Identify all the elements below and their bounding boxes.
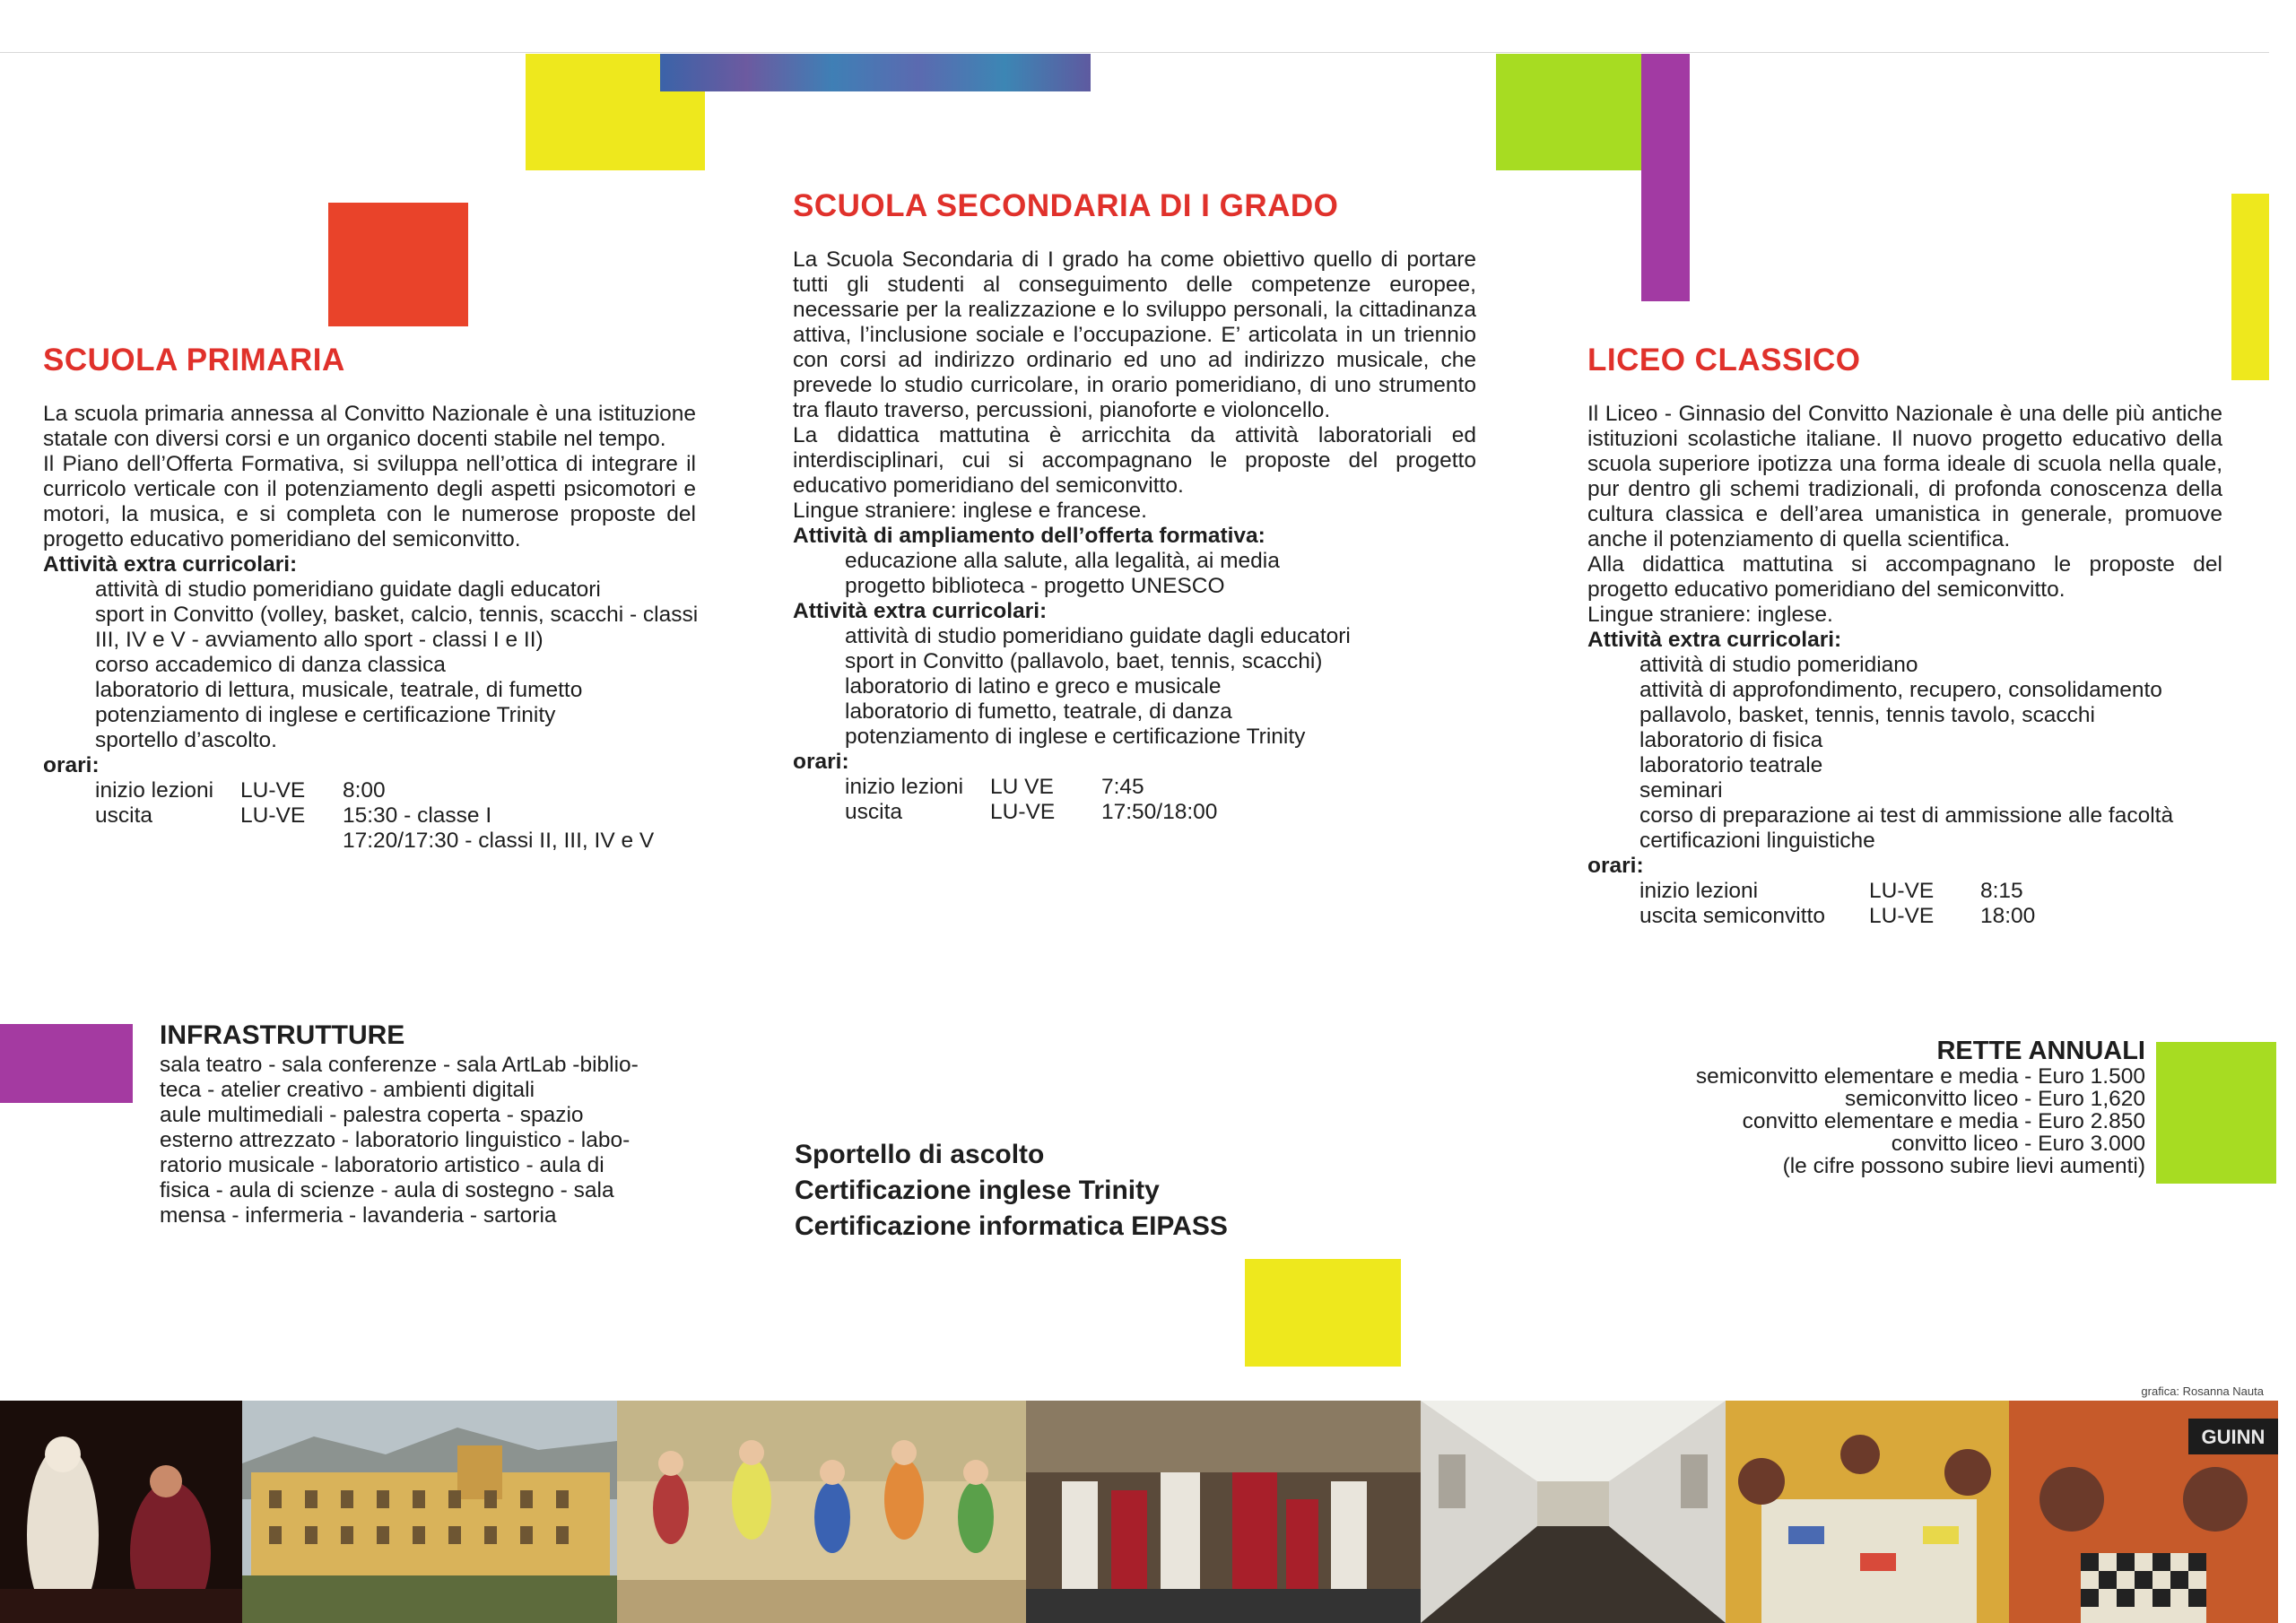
photo-strip	[0, 1401, 2278, 1623]
list-item: semiconvitto elementare e media - Euro 1.500	[1695, 1064, 2145, 1089]
rette-title: RETTE ANNUALI	[1936, 1037, 2145, 1065]
orange-block	[328, 203, 468, 326]
orari-row	[95, 829, 696, 854]
secondaria-extra-heading: Attività extra curricolari:	[793, 599, 1048, 623]
orari-label: uscita	[95, 803, 153, 828]
liceo-title: LICEO CLASSICO	[1587, 343, 1861, 378]
yellow-bar-right	[2231, 194, 2269, 380]
list-item: attività di studio pomeridiano guidate dagli educatori	[95, 577, 601, 602]
photo-living-chess	[1026, 1401, 1421, 1623]
primaria-piano: Il Piano dell’Offerta Formativa, si sviluppa nell’ottica di integrare il curricolo verticale con il potenziamento degli aspetti psicomotori e motori, la musica, e si completa con le numerose proposte del progetto educativo pomeridiano del semiconvitto.	[43, 452, 696, 551]
orari-label: inizio lezioni	[1639, 879, 1759, 903]
orari-row	[845, 800, 1476, 825]
primaria-orari-table	[43, 778, 696, 854]
orari-label	[95, 829, 240, 854]
orari-label: uscita semiconvitto	[1639, 904, 1825, 928]
list-item: sport in Convitto (volley, basket, calcio, tennis, scacchi - classi III, IV e V - avviamento allo sport - classi I e II)	[95, 603, 699, 652]
secondaria-orari-table	[793, 775, 1476, 825]
green-block-right	[2156, 1042, 2276, 1184]
infrastrutture-list	[160, 1053, 734, 1228]
list-item: sala teatro - sala conferenze - sala ArtLab -biblio-	[160, 1053, 639, 1077]
list-item: esterno attrezzato - laboratorio linguistico - labo-	[160, 1128, 631, 1152]
list-item: mensa - infermeria - lavanderia - sartoria	[160, 1203, 557, 1228]
secondaria-intro: La Scuola Secondaria di I grado ha come obiettivo quello di portare tutti gli studenti al conseguimento delle competenze europee, necessarie per la realizzazione e lo sviluppo personali, la cittadinanza attiva, l’inclusione sociale e l’occupazione. E’ articolata in un triennio con corsi ad indirizzo ordinario ed uno ad indirizzo musicale, che prevede lo studio curricolare, in orario pomeridiano, di uno strumento tra flauto traverso, percussioni, pianoforte e violoncello.	[793, 247, 1476, 422]
orari-days: LU-VE	[1869, 904, 1935, 928]
list-item: certificazioni linguistiche	[1639, 829, 1875, 853]
primaria-intro: La scuola primaria annessa al Convitto Nazionale è una istituzione statale con diversi corsi e un organico docenti stabile nel tempo.	[43, 402, 696, 451]
secondaria-orari-heading: orari:	[793, 750, 849, 774]
liceo-text	[1587, 402, 2222, 929]
primaria-extra-heading: Attività extra curricolari:	[43, 552, 298, 577]
list-item: Certificazione informatica EIPASS	[795, 1211, 1228, 1241]
purple-bar-top-right	[1641, 54, 1690, 301]
list-item: educazione alla salute, alla legalità, ai media	[845, 549, 1280, 573]
orari-label: inizio lezioni	[95, 778, 214, 803]
photo-craft-class	[1726, 1401, 2009, 1623]
gradient-strip-top	[660, 54, 1091, 91]
list-item: pallavolo, basket, tennis, tennis tavolo, scacchi	[1639, 703, 2095, 727]
liceo-orari-heading: orari:	[1587, 854, 1644, 878]
infrastrutture-title: INFRASTRUTTURE	[160, 1020, 405, 1050]
orari-time: 15:30 - classe I	[343, 803, 492, 828]
list-item: progetto biblioteca - progetto UNESCO	[845, 574, 1225, 598]
list-item: ratorio musicale - laboratorio artistico - aula di	[160, 1153, 604, 1177]
top-rule	[0, 52, 2269, 53]
orari-row	[1639, 904, 2222, 929]
magenta-block-left	[0, 1024, 133, 1103]
orari-days: LU-VE	[240, 803, 306, 828]
list-item: sport in Convitto (pallavolo, baet, tennis, scacchi)	[845, 649, 1323, 673]
list-item: sportello d’ascolto.	[95, 728, 277, 752]
list-item: potenziamento di inglese e certificazione Trinity	[95, 703, 556, 727]
list-item: corso accademico di danza classica	[95, 653, 446, 677]
orari-time: 8:15	[1980, 879, 2023, 903]
list-item: fisica - aula di scienze - aula di sostegno - sala	[160, 1178, 614, 1202]
orari-days	[240, 829, 343, 854]
list-item: laboratorio di lettura, musicale, teatrale, di fumetto	[95, 678, 583, 702]
servizi-list	[795, 1137, 1228, 1245]
list-item: attività di studio pomeridiano guidate dagli educatori	[845, 624, 1351, 648]
orari-days: LU-VE	[990, 800, 1056, 824]
liceo-lingue: Lingue straniere: inglese.	[1587, 603, 1833, 627]
orari-time: 7:45	[1101, 775, 1144, 799]
secondaria-extra-list	[793, 624, 1476, 750]
liceo-intro: Il Liceo - Ginnasio del Convitto Nazionale è una delle più antiche istituzioni scolastiche italiane. Il nuovo progetto educativo della scuola superiore ipotizza una forma ideale di scuola nella quale, pur dentro gli schemi tradizionali, di profonda conoscenza della cultura classica e dell’area umanistica in generale, promuove anche il potenziamento di quella scientifica.	[1587, 402, 2222, 551]
list-item: attività di approfondimento, recupero, consolidamento	[1639, 678, 2162, 702]
yellow-block-bottom	[1245, 1259, 1401, 1367]
orari-row	[1639, 879, 2222, 904]
orari-time: 17:50/18:00	[1101, 800, 1218, 824]
orari-row	[95, 803, 696, 829]
photo-theatre	[0, 1401, 242, 1623]
orari-label: inizio lezioni	[845, 775, 964, 799]
orari-time: 8:00	[343, 778, 386, 803]
photo-sign-text: GUINN	[2201, 1426, 2266, 1448]
list-item: attività di studio pomeridiano	[1639, 653, 1918, 677]
list-item: Sportello di ascolto	[795, 1140, 1045, 1169]
list-item: convitto liceo - Euro 3.000	[1891, 1132, 2145, 1156]
primaria-extra-list	[43, 577, 699, 753]
rette-list	[1696, 1065, 2145, 1177]
primaria-text	[43, 402, 699, 854]
list-item: teca - atelier creativo - ambienti digitali	[160, 1078, 535, 1102]
liceo-extra-heading: Attività extra curricolari:	[1587, 628, 1842, 652]
liceo-didattica: Alla didattica mattutina si accompagnano le proposte del progetto educativo pomeridiano del semiconvitto.	[1587, 552, 2222, 602]
primaria-orari-heading: orari:	[43, 753, 100, 777]
photo-building	[242, 1401, 617, 1623]
list-item: convitto elementare e media - Euro 2.850	[1742, 1109, 2145, 1133]
orari-days: LU-VE	[240, 778, 306, 803]
secondaria-didattica: La didattica mattutina è arricchita da attività laboratoriali ed interdisciplinari, cui si accompagnano le proposte del progetto educativo pomeridiano del semiconvitto.	[793, 423, 1476, 498]
list-item: corso di preparazione ai test di ammissione alle facoltà	[1639, 803, 2174, 828]
list-item: Certificazione inglese Trinity	[795, 1176, 1160, 1205]
liceo-extra-list	[1587, 653, 2222, 854]
photo-dance-children	[617, 1401, 1026, 1623]
list-item: laboratorio di latino e greco e musicale	[845, 674, 1222, 699]
list-item: semiconvitto liceo - Euro 1,620	[1845, 1087, 2145, 1111]
orari-days: LU VE	[990, 775, 1054, 799]
orari-label: uscita	[845, 800, 903, 824]
liceo-orari-table	[1587, 879, 2222, 929]
orari-days: LU-VE	[1869, 879, 1935, 903]
secondaria-ampliamento-heading: Attività di ampliamento dell’offerta formativa:	[793, 524, 1265, 548]
orari-row	[95, 778, 696, 803]
primaria-title: SCUOLA PRIMARIA	[43, 343, 345, 378]
list-item: laboratorio teatrale	[1639, 753, 1823, 777]
list-item: (le cifre possono subire lievi aumenti)	[1782, 1154, 2145, 1178]
graphic-credit: grafica: Rosanna Nauta	[2141, 1384, 2264, 1398]
list-item: laboratorio di fumetto, teatrale, di danza	[845, 699, 1232, 724]
list-item: potenziamento di inglese e certificazione Trinity	[845, 725, 1306, 749]
secondaria-ampliamento-list	[793, 549, 1476, 599]
photo-refectory	[1421, 1401, 1726, 1623]
orari-row	[845, 775, 1476, 800]
list-item: seminari	[1639, 778, 1723, 803]
photo-chess-players	[2009, 1401, 2278, 1623]
secondaria-text	[793, 247, 1476, 825]
secondaria-lingue: Lingue straniere: inglese e francese.	[793, 499, 1147, 523]
list-item: aule multimediali - palestra coperta - spazio	[160, 1103, 584, 1127]
secondaria-title: SCUOLA SECONDARIA DI I GRADO	[793, 188, 1339, 223]
orari-time: 17:20/17:30 - classi II, III, IV e V	[343, 829, 655, 853]
list-item: laboratorio di fisica	[1639, 728, 1823, 752]
orari-time: 18:00	[1980, 904, 2036, 928]
